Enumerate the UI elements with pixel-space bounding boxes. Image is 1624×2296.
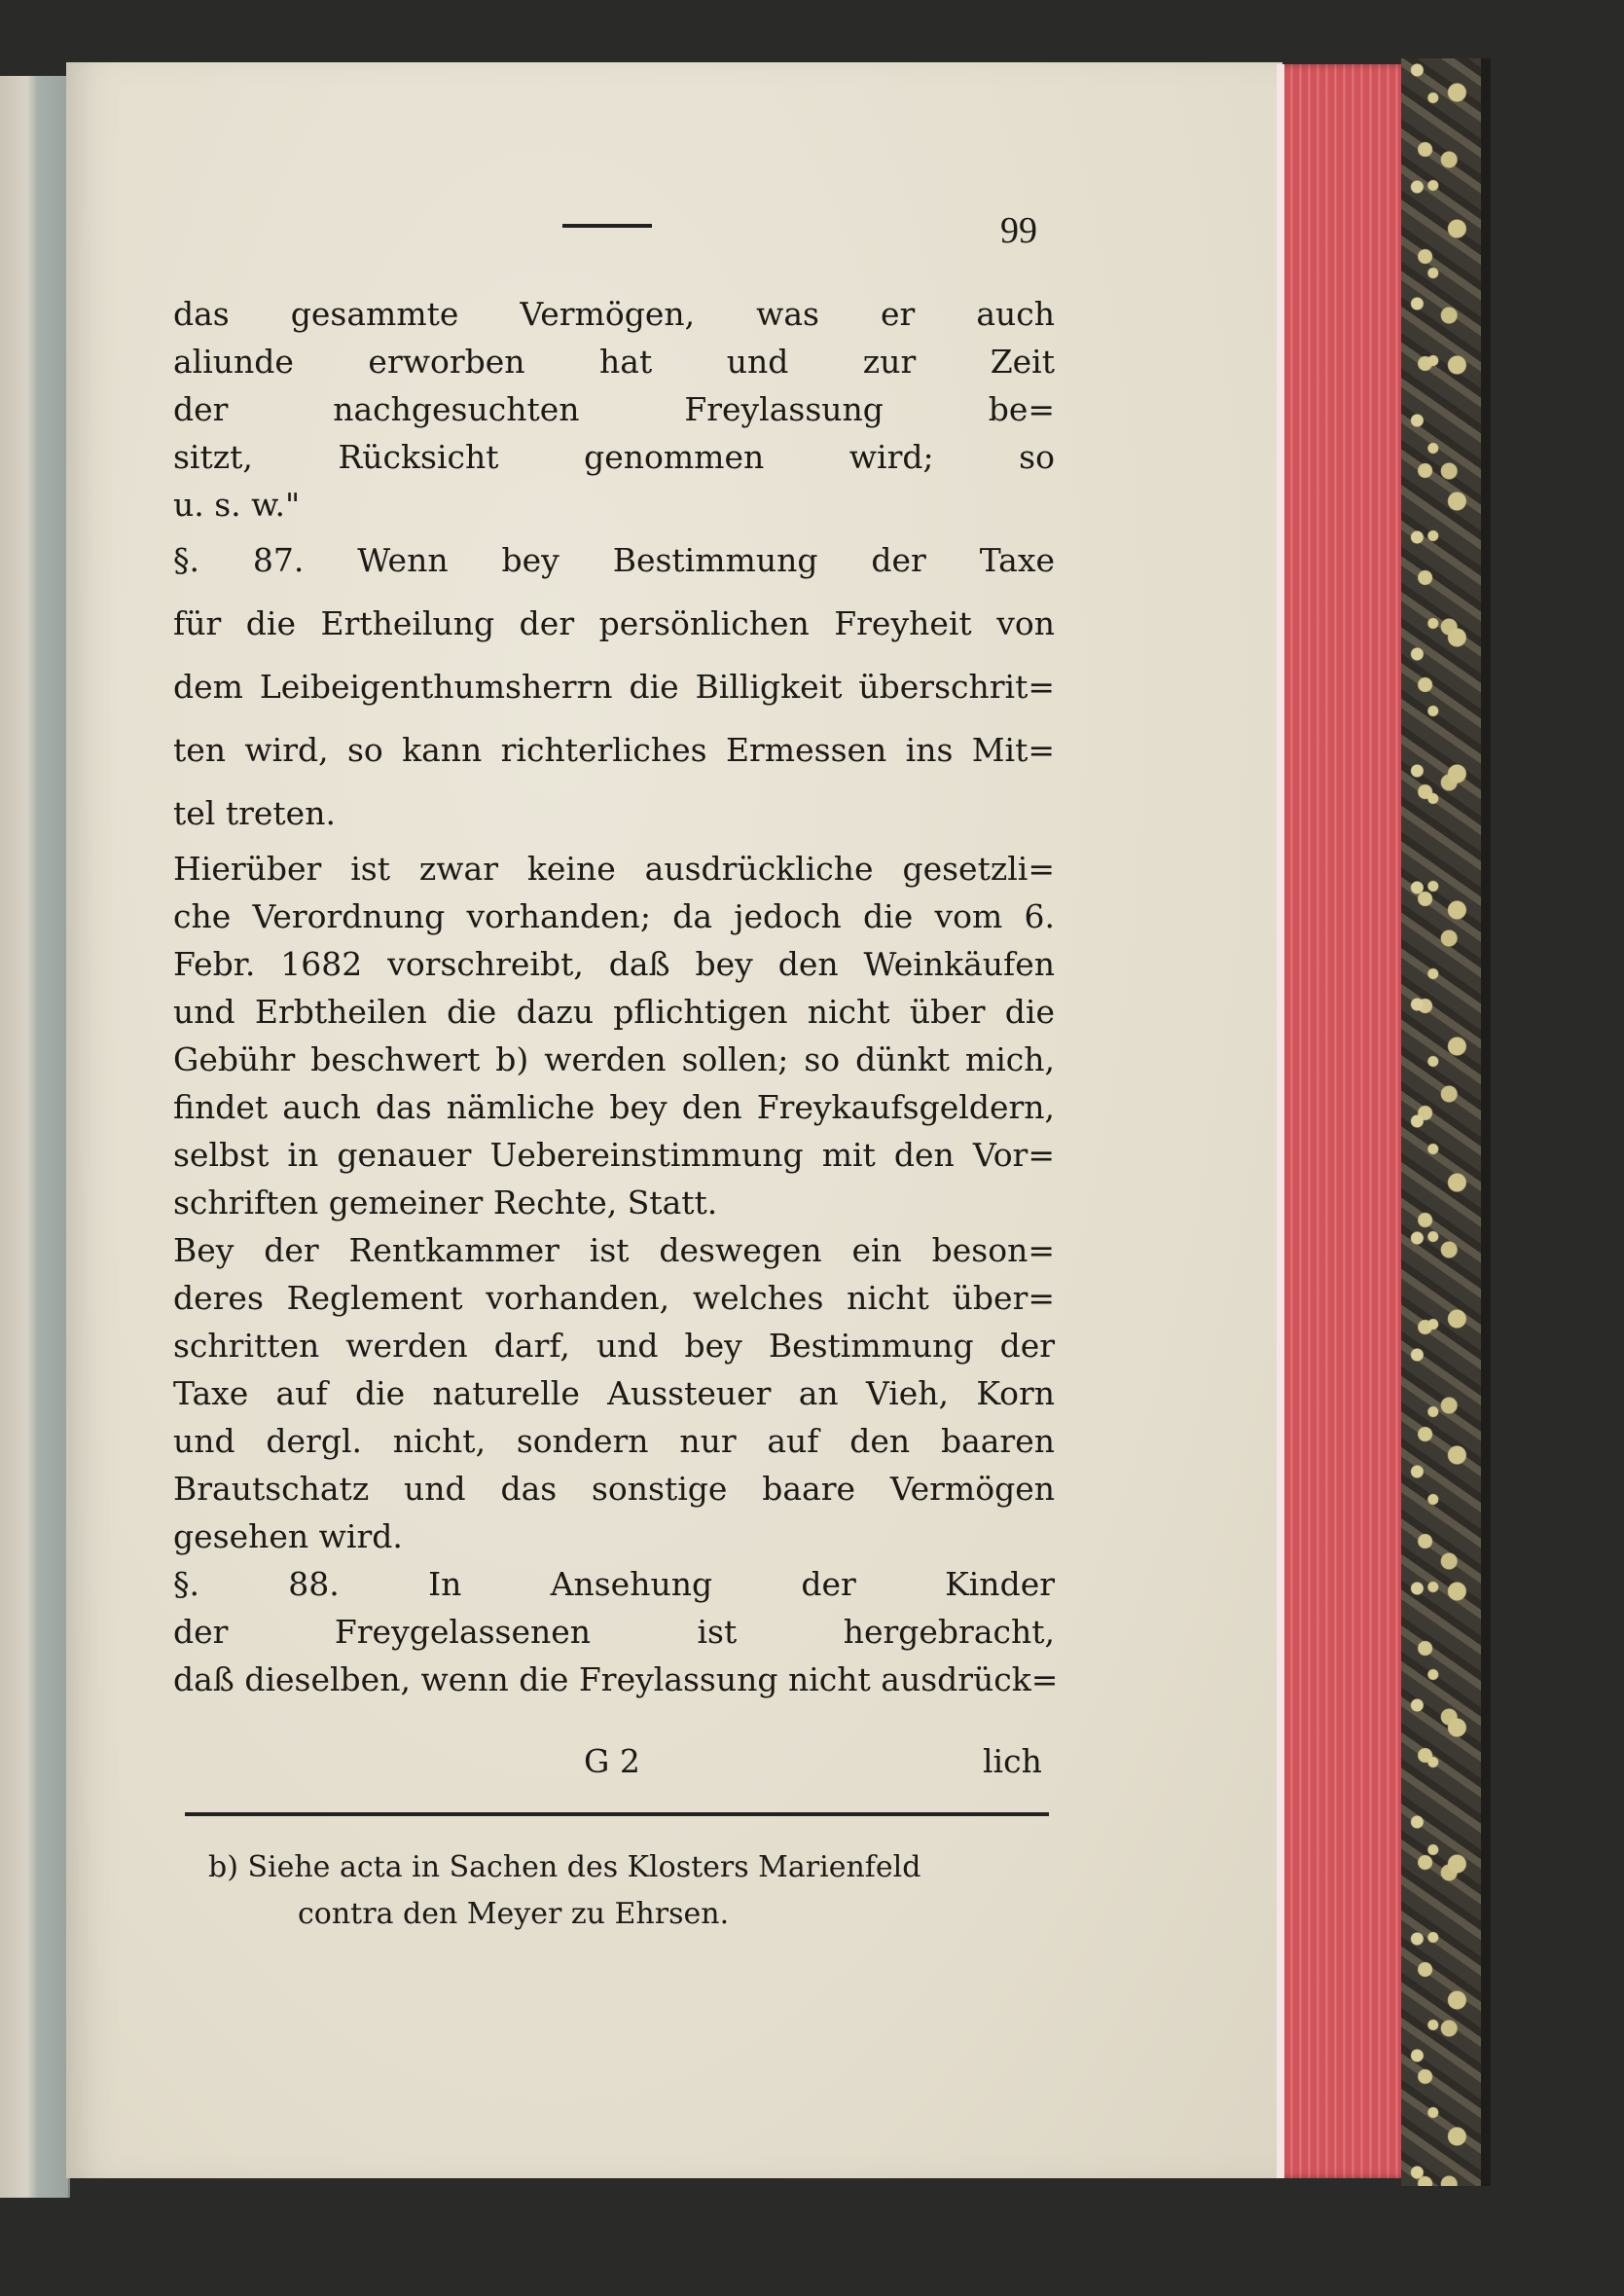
text-line: Brautschatz und das sonstige baare Vermögen: [173, 1470, 1055, 1508]
marbled-cover: [1401, 58, 1491, 2186]
text-line: tel treten.: [173, 794, 336, 832]
text-line: schritten werden darf, und bey Bestimmung der: [173, 1327, 1055, 1365]
text-line: Hierüber ist zwar keine ausdrückliche gesetzli=: [173, 850, 1055, 888]
text-line: §. 87. Wenn bey Bestimmung der Taxe: [173, 541, 1055, 579]
text-line: aliunde erworben hat und zur Zeit: [173, 343, 1055, 381]
text-line: che Verordnung vorhanden; da jedoch die vom 6.: [173, 897, 1055, 935]
catchword: lich: [983, 1742, 1042, 1780]
footnote-line: b) Siehe acta in Sachen des Klosters Marienfeld: [208, 1850, 921, 1884]
footnote: [208, 1844, 1065, 1938]
text-line: u. s. w.": [173, 486, 301, 524]
text-line: und Erbtheilen die dazu pflichtigen nicht über die: [173, 993, 1055, 1031]
text-line: deres Reglement vorhanden, welches nicht über=: [173, 1279, 1055, 1317]
text-line: sitzt, Rücksicht genommen wird; so: [173, 438, 1055, 476]
text-line: der Freygelassenen ist hergebracht,: [173, 1613, 1055, 1651]
left-page-edge: [0, 76, 70, 2198]
red-page-edges: [1277, 64, 1405, 2178]
signature-mark: G 2: [584, 1742, 640, 1780]
footnote-rule: [185, 1812, 1049, 1816]
header-rule: [562, 224, 652, 228]
text-line: der nachgesuchten Freylassung be=: [173, 390, 1055, 428]
text-line: für die Ertheilung der persönlichen Freyheit von: [173, 604, 1055, 642]
text-line: Taxe auf die naturelle Aussteuer an Vieh, Korn: [173, 1374, 1055, 1412]
text-line: Febr. 1682 vorschreibt, daß bey den Weinkäufen: [173, 945, 1055, 983]
text-line: findet auch das nämliche bey den Freykaufsgeldern,: [173, 1088, 1055, 1126]
text-line: daß dieselben, wenn die Freylassung nicht ausdrück=: [173, 1660, 1059, 1698]
text-line: §. 88. In Ansehung der Kinder: [173, 1565, 1055, 1603]
text-line: dem Leibeigenthumsherrn die Billigkeit überschrit=: [173, 668, 1055, 706]
text-line: Bey der Rentkammer ist deswegen ein beson=: [173, 1231, 1055, 1269]
text-line: selbst in genauer Uebereinstimmung mit den Vor=: [173, 1136, 1055, 1174]
body-text: [173, 290, 1059, 1703]
footnote-line: contra den Meyer zu Ehrsen.: [298, 1897, 730, 1931]
text-line: ten wird, so kann richterliches Ermessen ins Mit=: [173, 731, 1055, 769]
text-line: gesehen wird.: [173, 1517, 403, 1555]
text-line: das gesammte Vermögen, was er auch: [173, 295, 1055, 333]
text-line: und dergl. nicht, sondern nur auf den baaren: [173, 1422, 1055, 1460]
page-number: 99: [1000, 210, 1037, 251]
text-line: schriften gemeiner Rechte, Statt.: [173, 1184, 718, 1221]
text-line: Gebühr beschwert b) werden sollen; so dünkt mich,: [173, 1040, 1055, 1078]
